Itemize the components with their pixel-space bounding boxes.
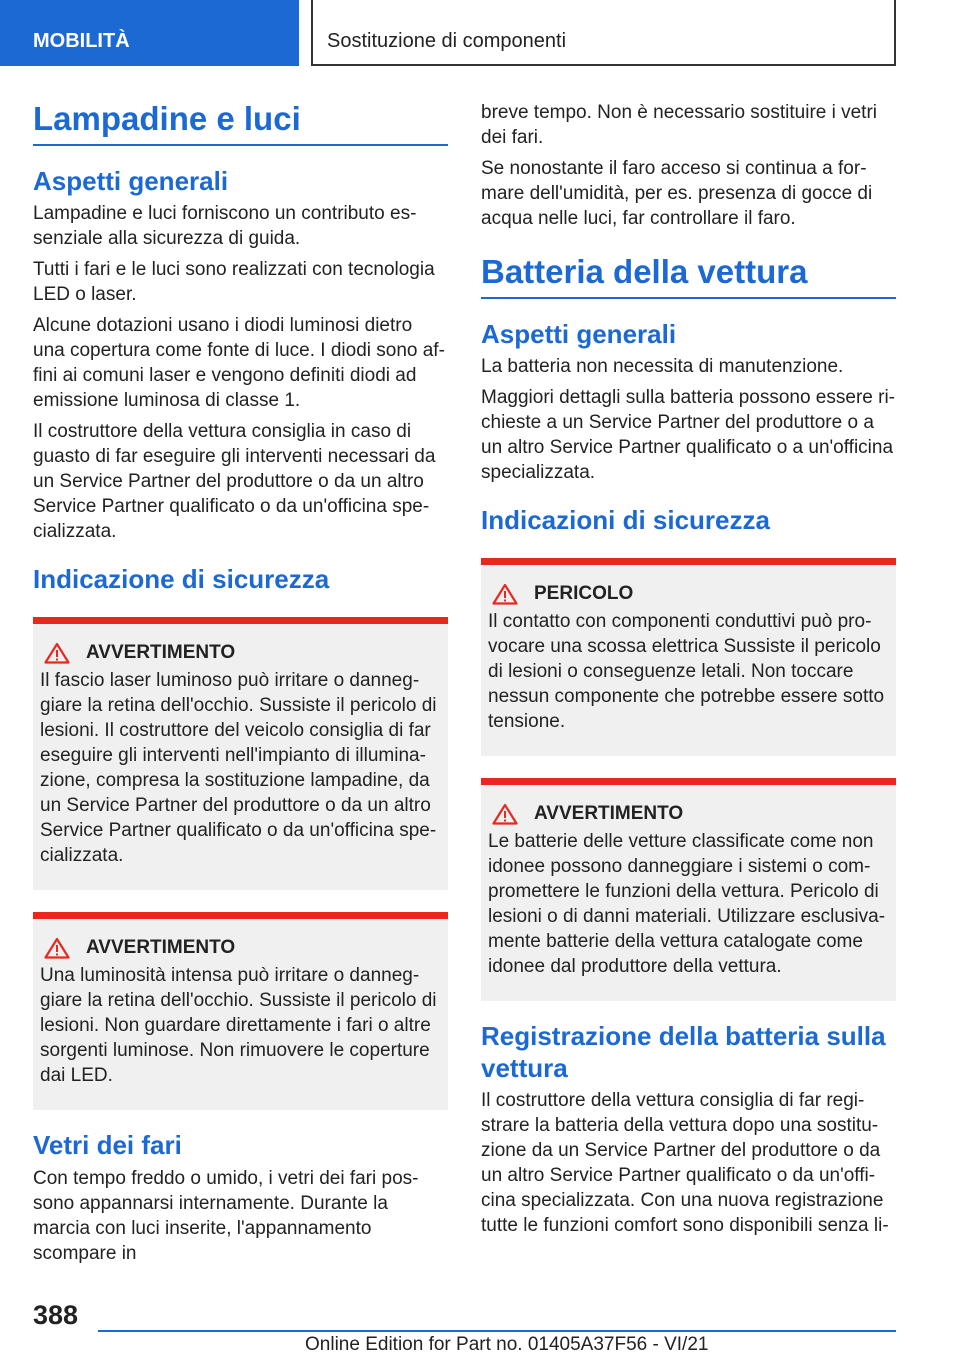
heading-aspetti-generali: Aspetti generali	[481, 318, 677, 349]
warning-header	[488, 803, 890, 825]
paragraph: Tutti i fari e le luci sono realizzati con tecnologia LED o laser.	[33, 259, 435, 306]
section-tab[interactable]: MOBILITÀ	[0, 0, 299, 66]
paragraph: La batteria non necessita di manutenzione.	[481, 356, 844, 378]
danger-text: Il contatto con componenti conduttivi può provocare una scossa elettrica Sussiste il pericolo di lesioni o conseguenze letali. Non toccare nessun componente che potrebbe essere sotto tensione.	[488, 611, 885, 733]
warning-header	[40, 937, 442, 959]
warning-label: AVVERTIMENTO	[86, 642, 236, 664]
right-column	[481, 100, 896, 1244]
chapter-title-batteria: Batteria della vettura	[481, 253, 896, 299]
warning-box	[33, 912, 448, 1110]
heading-aspetti-generali: Aspetti generali	[33, 165, 229, 196]
chapter-title-lampadine: Lampadine e luci	[33, 100, 448, 146]
warning-triangle-icon	[492, 803, 518, 825]
heading-vetri-fari: Vetri dei fari	[33, 1130, 182, 1161]
warning-text: Una luminosità intensa può irritare o danneggiare la retina dell'occhio. Sussiste il pericolo di lesioni. Non guardare direttamente i fari o altre sorgenti luminose. Non rimuovere le coperture dai LED.	[40, 965, 437, 1087]
warning-text: Il fascio laser luminoso può irritare o danneggiare la retina dell'occhio. Sussiste il pericolo di lesioni. Il costruttore del veicolo consiglia di far eseguire gli interventi nell'impianto di illuminazione, compresa la sostituzione lampadine, da un Service Partner del produttore o da un altro Service Partner qualificato o da un'officina specializzata.	[40, 670, 437, 867]
danger-header	[488, 583, 890, 605]
warning-box	[33, 617, 448, 890]
danger-box	[481, 558, 896, 756]
page-number: 388	[33, 1300, 79, 1330]
paragraph: Il costruttore della vettura consiglia di far registrare la batteria della vettura dopo una sostituzione da un Service Partner del produttore o da un altro Service Partner qualificato o da un'officina specializzata. Con una nuova registrazione tutte le funzioni comfort sono disponibili senza li-	[481, 1089, 889, 1236]
paragraph: Con tempo freddo o umido, i vetri dei fari possono appannarsi internamente. Durante la marcia con luci inserite, l'appannamento scompare in	[33, 1167, 419, 1264]
warning-header	[40, 642, 442, 664]
footer-divider	[98, 1330, 896, 1332]
heading-indicazioni-sicurezza: Indicazioni di sicurezza	[481, 505, 770, 536]
page-title-tab: Sostituzione di componenti	[311, 0, 896, 66]
danger-label: PERICOLO	[534, 583, 634, 605]
paragraph: Il costruttore della vettura consiglia in caso di guasto di far eseguire gli interventi necessari da un Service Partner del produttore o da un altro Service Partner qualificato o da un'officina specializzata.	[33, 421, 436, 543]
warning-triangle-icon	[44, 642, 70, 664]
paragraph: Maggiori dettagli sulla batteria possono essere richieste a un Service Partner del produttore o a un altro Service Partner qualificato o a un'officina specializzata.	[481, 387, 895, 484]
heading-indicazione-sicurezza: Indicazione di sicurezza	[33, 564, 330, 595]
paragraph: Lampadine e luci forniscono un contributo essenziale alla sicurezza di guida.	[33, 203, 417, 250]
paragraph: Alcune dotazioni usano i diodi luminosi dietro una copertura come fonte di luce. I diodi sono affini ai comuni laser e vengono definiti diodi ad emissione luminosa di classe 1.	[33, 315, 445, 412]
warning-text: Le batterie delle vetture classificate come non idonee possono danneggiare i sistemi o compromettere le funzioni della vettura. Pericolo di lesioni o di danni materiali. Utilizzare esclusivamente batterie della vettura catalogate come idonee dal produttore della vettura.	[488, 831, 886, 978]
left-column	[33, 100, 448, 1272]
warning-box	[481, 778, 896, 1001]
warning-triangle-icon	[44, 937, 70, 959]
edition-label: Online Edition for Part no. 01405A37F56 - VI/21	[305, 1334, 709, 1355]
paragraph: Se nonostante il faro acceso si continua a formare dell'umidità, per es. presenza di gocce di acqua nelle luci, far controllare il faro.	[481, 158, 873, 229]
warning-triangle-icon	[492, 583, 518, 605]
warning-label: AVVERTIMENTO	[534, 803, 684, 825]
paragraph: breve tempo. Non è necessario sostituire i vetri dei fari.	[481, 102, 878, 148]
heading-registrazione-batteria: Registrazione della batteria sulla vettura	[481, 1021, 886, 1083]
warning-label: AVVERTIMENTO	[86, 937, 236, 959]
